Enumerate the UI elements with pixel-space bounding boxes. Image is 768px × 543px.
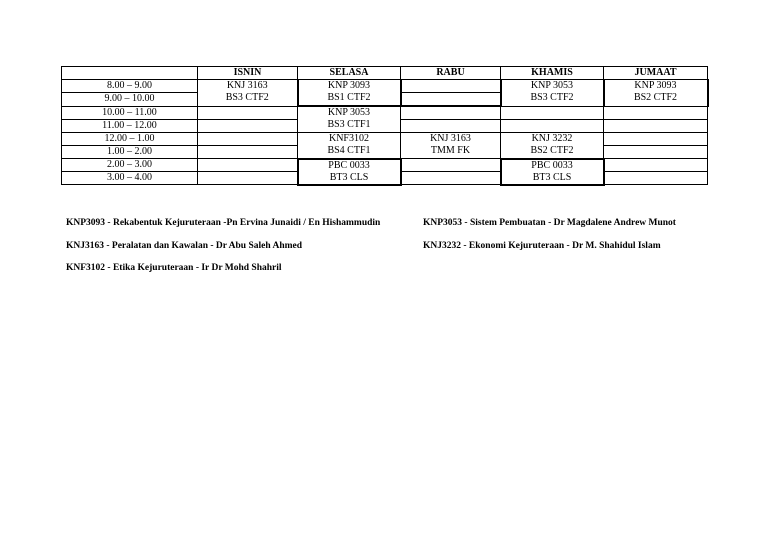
legend-knp3053: KNP3053 - Sistem Pembuatan - Dr Magdalene Andrew Munot [423, 218, 676, 228]
empty-cell [198, 133, 298, 146]
empty-cell [198, 120, 298, 133]
day-header-isnin: ISNIN [198, 67, 298, 80]
legend-knj3232: KNJ3232 - Ekonomi Kejuruteraan - Dr M. Shahidul Islam [423, 241, 661, 251]
empty-cell [501, 106, 604, 120]
venue: BT3 CLS [329, 171, 369, 183]
course-code: KNP 3053 [530, 80, 574, 91]
course-code: KNJ 3232 [531, 133, 573, 144]
time-cell: 9.00 – 10.00 [62, 93, 198, 107]
table-row [62, 159, 708, 172]
course-code: PBC 0033 [531, 159, 573, 171]
venue: BS3 CTF2 [225, 92, 269, 103]
empty-cell [604, 146, 708, 159]
empty-cell [401, 172, 501, 185]
venue: BS3 CTF1 [327, 119, 371, 130]
venue: BS4 CTF1 [327, 145, 371, 156]
corner-cell [62, 67, 198, 80]
time-cell: 2.00 – 3.00 [62, 159, 198, 172]
empty-cell [198, 146, 298, 159]
day-header-rabu: RABU [401, 67, 501, 80]
venue: TMM FK [430, 145, 471, 156]
class-block-selasa-knf3102 [298, 133, 401, 159]
time-cell: 1.00 – 2.00 [62, 146, 198, 159]
day-header-selasa: SELASA [298, 67, 401, 80]
header-row [62, 67, 708, 80]
table-row [62, 106, 708, 120]
timetable [61, 66, 709, 186]
class-block-jumaat-knp3093 [604, 80, 708, 107]
empty-cell [604, 120, 708, 133]
empty-cell [501, 120, 604, 133]
day-header-khamis: KHAMIS [501, 67, 604, 80]
course-code: KNJ 3163 [430, 133, 471, 144]
time-cell: 8.00 – 9.00 [62, 80, 198, 93]
empty-cell [401, 159, 501, 172]
class-block-khamis-knj3232 [501, 133, 604, 159]
course-code: KNP 3093 [634, 80, 677, 91]
course-code: KNP 3053 [327, 107, 371, 118]
venue: BS2 CTF2 [530, 145, 574, 156]
course-code: KNF3102 [328, 133, 369, 144]
empty-cell [401, 80, 501, 93]
table-row [62, 80, 708, 93]
table-row [62, 133, 708, 146]
time-cell: 11.00 – 12.00 [62, 120, 198, 133]
empty-cell [604, 133, 708, 146]
course-code: PBC 0033 [328, 159, 370, 171]
class-block-selasa-knp3053 [298, 106, 401, 133]
course-code: KNP 3093 [327, 80, 371, 91]
day-header-jumaat: JUMAAT [604, 67, 708, 80]
class-block-selasa-pbc0033 [298, 159, 401, 185]
course-code: KNJ 3163 [226, 80, 268, 91]
time-cell: 3.00 – 4.00 [62, 172, 198, 185]
time-cell: 10.00 – 11.00 [62, 106, 198, 120]
empty-cell [198, 159, 298, 172]
class-block-khamis-pbc0033 [501, 159, 604, 185]
legend-knp3093: KNP3093 - Rekabentuk Kejuruteraan -Pn Ervina Junaidi / En Hishammudin [66, 218, 381, 228]
venue: BT3 CLS [532, 171, 572, 183]
class-block-rabu-knj3163 [401, 133, 501, 159]
empty-cell [401, 120, 501, 133]
empty-cell [198, 106, 298, 120]
venue: BS3 CTF2 [530, 92, 574, 103]
legend-knj3163: KNJ3163 - Peralatan dan Kawalan - Dr Abu Saleh Ahmed [66, 241, 303, 251]
empty-cell [401, 106, 501, 120]
time-cell: 12.00 – 1.00 [62, 133, 198, 146]
empty-cell [401, 93, 501, 107]
empty-cell [604, 172, 708, 185]
class-block-isnin-knj3163 [198, 80, 298, 107]
class-block-selasa-knp3093 [298, 80, 401, 107]
empty-cell [604, 106, 708, 120]
venue: BS1 CTF2 [327, 92, 371, 103]
class-block-khamis-knp3053 [501, 80, 604, 107]
empty-cell [604, 159, 708, 172]
empty-cell [198, 172, 298, 185]
legend-knf3102: KNF3102 - Etika Kejuruteraan - Ir Dr Mohd Shahril [66, 263, 282, 273]
venue: BS2 CTF2 [633, 92, 678, 103]
